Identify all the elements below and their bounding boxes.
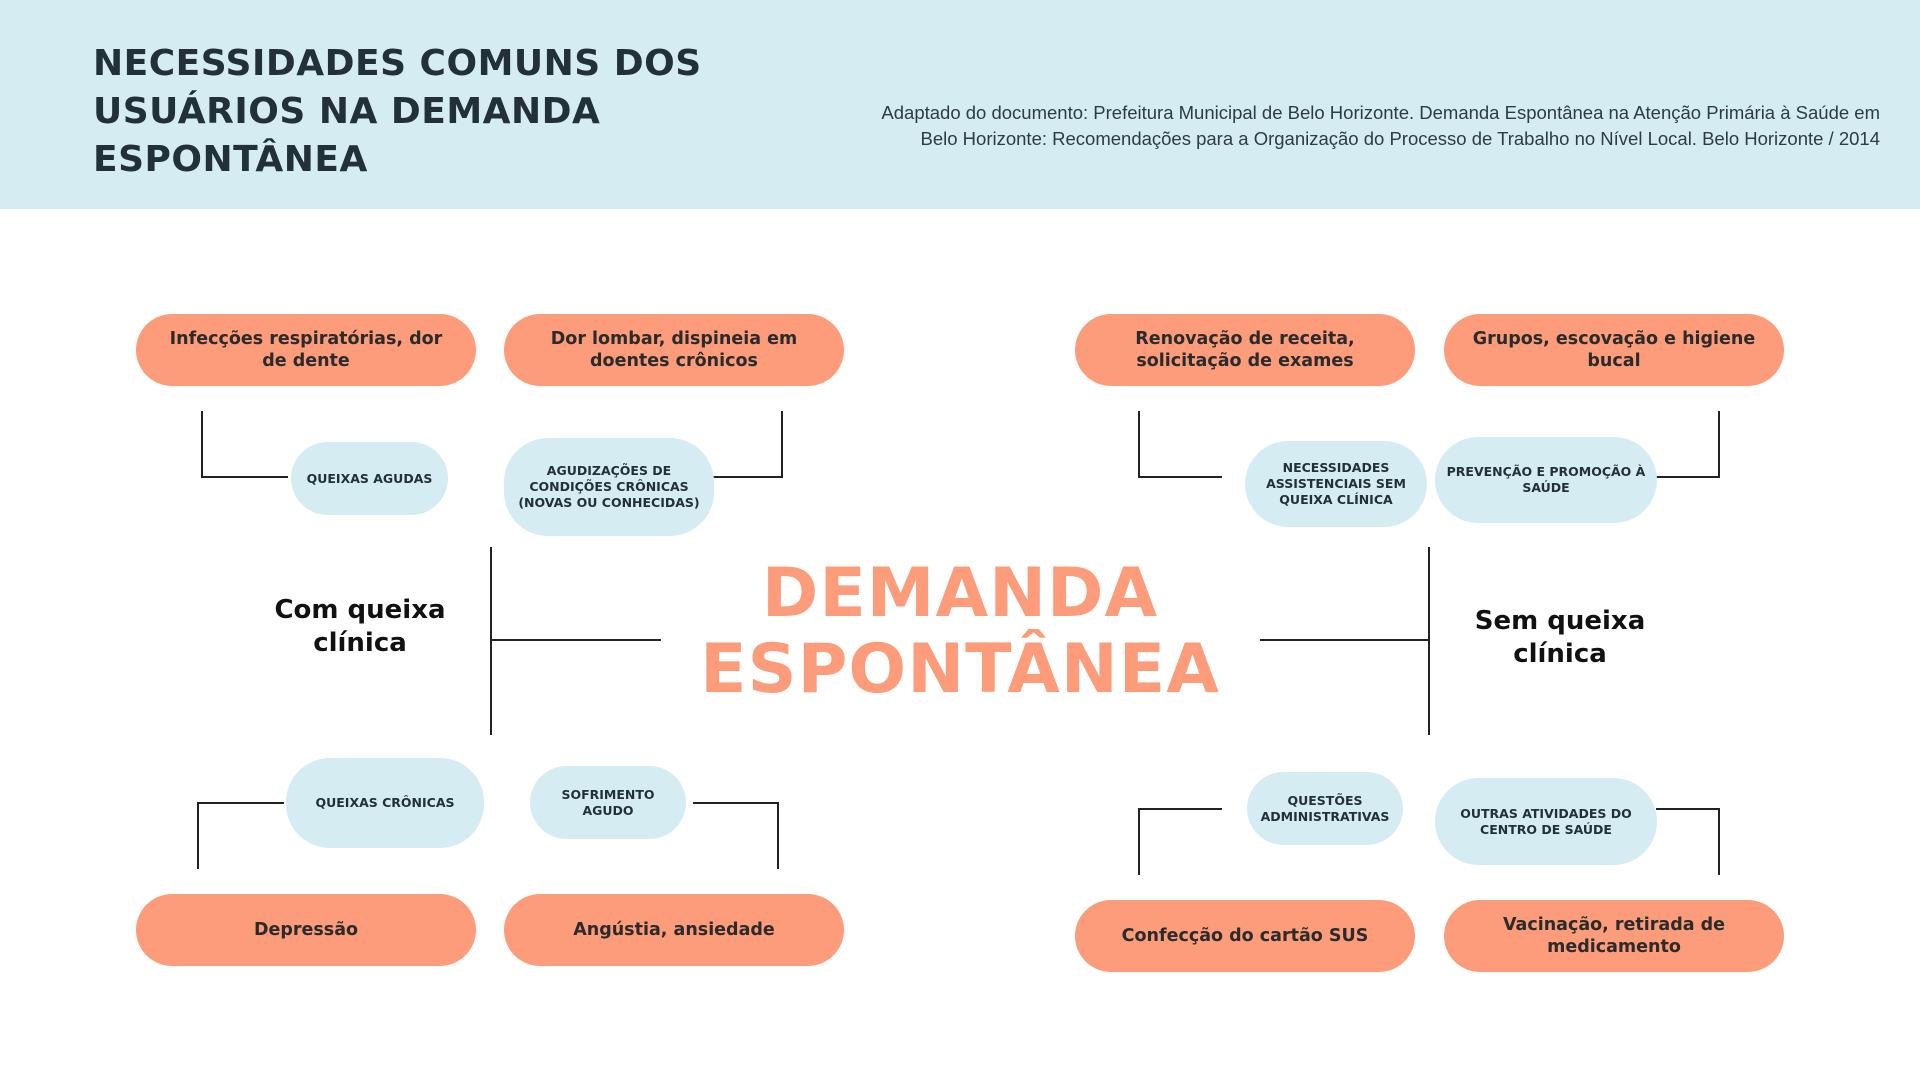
category-other: OUTRAS ATIVIDADES DO CENTRO DE SAÚDE bbox=[1435, 778, 1657, 865]
source-citation: Adaptado do documento: Prefeitura Municipal de Belo Horizonte. Demanda Espontânea na Atenção Primária à Saúde em Belo Horizonte: Recomendações para a Organização do Processo de Trabalho no Nível Local. Belo Horizonte / 2014 bbox=[881, 102, 1880, 149]
example-vaccination: Vacinação, retirada de medicamento bbox=[1444, 900, 1784, 972]
example-sus-card: Confecção do cartão SUS bbox=[1075, 900, 1415, 972]
connector-care-needs bbox=[1139, 411, 1222, 477]
connector-acute-suffering bbox=[693, 803, 778, 869]
connector-admin bbox=[1139, 809, 1222, 875]
category-chronic: QUEIXAS CRÔNICAS bbox=[286, 758, 484, 848]
category-acute: QUEIXAS AGUDAS bbox=[291, 442, 448, 515]
example-groups: Grupos, escovação e higiene bucal bbox=[1444, 314, 1784, 386]
center-title-line1: DEMANDA bbox=[761, 554, 1159, 633]
category-care-needs: NECESSIDADES ASSISTENCIAIS SEM QUEIXA CLÍNICA bbox=[1245, 441, 1427, 527]
connector-chronic-flare bbox=[712, 411, 782, 477]
category-admin: QUESTÕES ADMINISTRATIVAS bbox=[1247, 772, 1403, 845]
right-label-line1: Sem queixa bbox=[1474, 606, 1646, 636]
connector-chronic bbox=[198, 803, 284, 869]
example-respiratory: Infecções respiratórias, dor de dente bbox=[136, 314, 476, 386]
left-branch-label bbox=[240, 594, 480, 660]
example-lumbar: Dor lombar, dispineia em doentes crônicos bbox=[504, 314, 844, 386]
category-acute-suffering: SOFRIMENTO AGUDO bbox=[530, 766, 686, 839]
example-anguish: Angústia, ansiedade bbox=[504, 894, 844, 966]
left-label-line2: clínica bbox=[313, 628, 407, 658]
category-chronic-flare: AGUDIZAÇÕES DE CONDIÇÕES CRÔNICAS (NOVAS OU CONHECIDAS) bbox=[504, 438, 714, 536]
connector-prevention bbox=[1656, 411, 1719, 477]
right-branch-label bbox=[1440, 605, 1680, 671]
page-title: NECESSIDADES COMUNS DOS USUÁRIOS NA DEMANDA ESPONTÂNEA bbox=[93, 43, 702, 180]
center-title bbox=[655, 556, 1265, 708]
left-label-line1: Com queixa bbox=[274, 595, 446, 625]
example-prescription: Renovação de receita, solicitação de exames bbox=[1075, 314, 1415, 386]
connector-acute bbox=[202, 411, 288, 477]
connector-other bbox=[1656, 809, 1719, 875]
example-depression: Depressão bbox=[136, 894, 476, 966]
center-title-line2: ESPONTÂNEA bbox=[700, 630, 1220, 709]
category-prevention: PREVENÇÃO E PROMOÇÃO À SAÚDE bbox=[1435, 437, 1657, 523]
right-label-line2: clínica bbox=[1513, 639, 1607, 669]
